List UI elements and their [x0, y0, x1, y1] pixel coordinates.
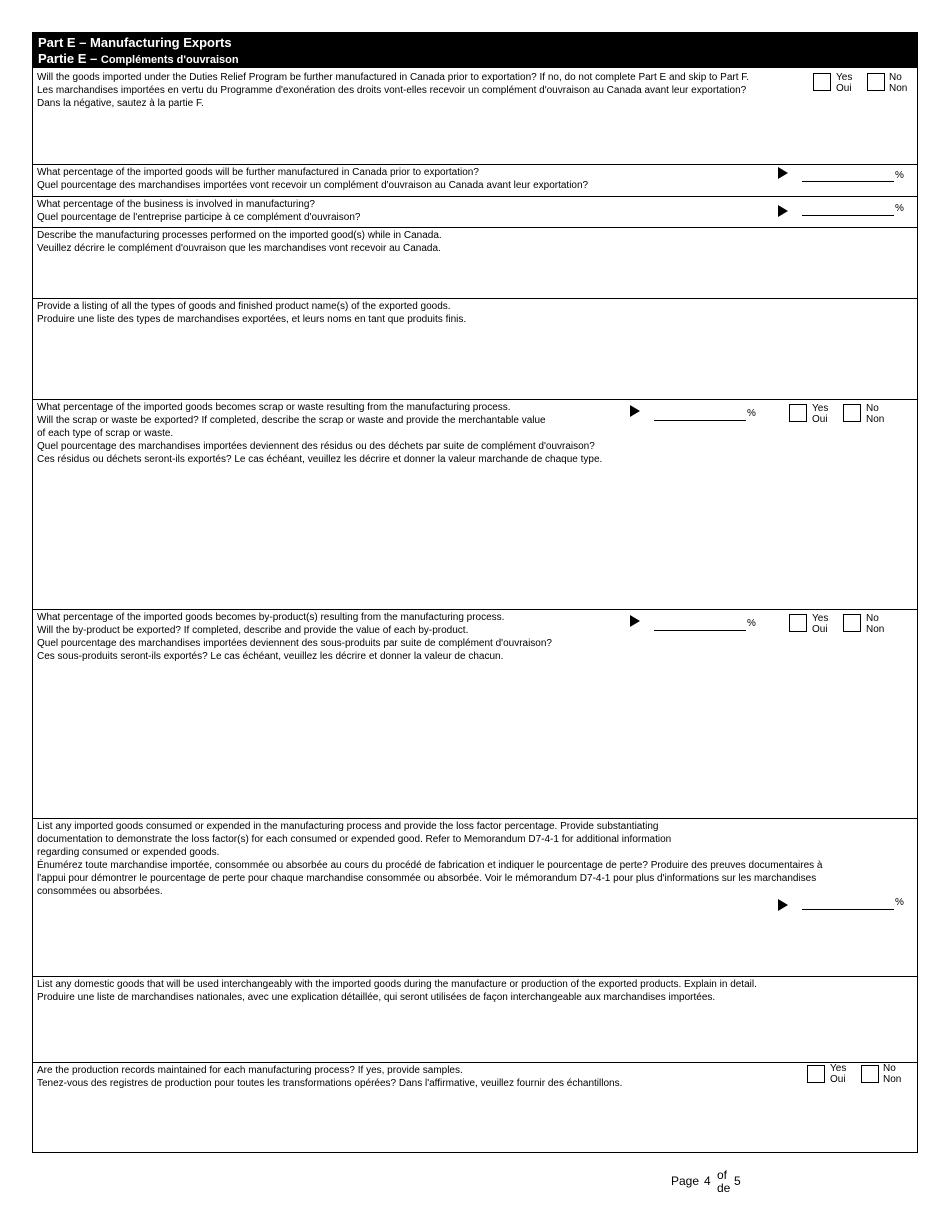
question-percentage-manufactured: [33, 164, 917, 196]
percent-sign: %: [895, 203, 904, 214]
yes-checkbox[interactable]: [789, 614, 807, 632]
question-text: Will the goods imported under the Duties Relief Program be further manufactured in Canada prior to exportation? If no, do not complete Part E and skip to Part F. Les marchandises importées en vertu du Programme d'exonération des droits vont-elles recevoir un complément d'ouvraison au Canada avant leur exportation? Dans la négative, sautez à la partie F.: [37, 72, 750, 109]
percent-sign: %: [895, 897, 904, 908]
percentage-input[interactable]: [802, 169, 894, 182]
question-by-product: [33, 609, 917, 818]
arrow-icon: [778, 205, 788, 217]
percent-sign: %: [747, 408, 756, 419]
percentage-input[interactable]: [654, 408, 746, 421]
arrow-icon: [778, 899, 788, 911]
part-e-form: [32, 32, 918, 1153]
question-text: Describe the manufacturing processes performed on the imported good(s) while in Canada. Veuillez décrire le complément d'ouvraison que les marchandises vont recevoir au Canada.: [37, 230, 442, 254]
of-label: of: [717, 1168, 728, 1182]
question-text: Provide a listing of all the types of goods and finished product name(s) of the exported goods. Produire une liste des types de marchandises exportées, et leurs noms en tant que produits finis.: [37, 301, 467, 325]
arrow-icon: [778, 167, 788, 179]
header-title-en: Part E – Manufacturing Exports: [38, 35, 232, 50]
no-label: No Non: [883, 1063, 902, 1085]
percentage-input[interactable]: [654, 618, 746, 631]
de-label: de: [717, 1181, 731, 1195]
arrow-icon: [630, 405, 640, 417]
question-consumed-goods: [33, 818, 917, 976]
question-further-manufactured: [33, 68, 917, 164]
yes-label: Yes Oui: [836, 72, 853, 94]
no-checkbox[interactable]: [861, 1065, 879, 1083]
yes-label: Yes Oui: [812, 613, 829, 635]
no-checkbox[interactable]: [843, 614, 861, 632]
question-domestic-goods: [33, 976, 917, 1062]
question-business-percentage: [33, 196, 917, 227]
no-label: No Non: [866, 403, 885, 425]
section-header: [33, 33, 917, 68]
percentage-input[interactable]: [802, 203, 894, 216]
question-text: List any imported goods consumed or expended in the manufacturing process and provide the loss factor percentage. Provide substantiating documentation to demonstrate the loss factor(s) for each consumed or expended good. Refer to Memorandum D7-4-1 for additional information regarding consumed or expended goods. Énumérez toute marchandise importée, consommée ou absorbée au cours du procédé de fabrication et indiquer le pourcentage de perte? Produire des preuves documentaires à l'appui pour démontrer le pourcentage de perte pour chaque marchandise consommée ou absorbée. Voir le mémorandum D7-4-1 pour plus d'informations sur les marchandises consommées ou absorbées.: [37, 821, 823, 897]
question-list-goods: [33, 298, 917, 399]
page-footer: [671, 1169, 761, 1199]
percentage-input[interactable]: [802, 897, 894, 910]
no-checkbox[interactable]: [843, 404, 861, 422]
percent-sign: %: [895, 170, 904, 181]
page-label: Page: [671, 1174, 700, 1188]
page-number: 4: [704, 1174, 711, 1188]
question-text: What percentage of the imported goods becomes by-product(s) resulting from the manufacturing process. Will the by-product be exported? If completed, describe and provide the value of each by-product. Quel pourcentage des marchandises importées deviennent des sous-produits par suite de complément d'ouvraison? Ces sous-produits seront-ils exportés? Le cas échéant, veuillez les décrire et donner la valeur de chacun.: [37, 612, 552, 662]
question-text: What percentage of the imported goods becomes scrap or waste resulting from the manufacturing process. Will the scrap or waste be exported? If completed, describe the scrap or waste and provide the merchantable value of each type of scrap or waste. Quel pourcentage des marchandises importées deviennent des résidus ou des déchets par suite de complément d'ouvraison? Ces résidus ou déchets seront-ils exportés? Le cas échéant, veuillez les décrire et donner la valeur marchande de chaque type.: [37, 402, 603, 465]
yes-label: Yes Oui: [812, 403, 829, 425]
yes-checkbox[interactable]: [789, 404, 807, 422]
no-label: No Non: [866, 613, 885, 635]
percent-sign: %: [747, 618, 756, 629]
question-text: What percentage of the business is involved in manufacturing? Quel pourcentage de l'entreprise participe à ce complément d'ouvraison?: [37, 199, 361, 223]
question-scrap-waste: [33, 399, 917, 609]
yes-checkbox[interactable]: [813, 73, 831, 91]
question-text: What percentage of the imported goods will be further manufactured in Canada prior to exportation? Quel pourcentage des marchandises importées vont recevoir un complément d'ouvraison au Canada avant leur exportation?: [37, 167, 589, 191]
question-describe-processes: [33, 227, 917, 298]
no-label: No Non: [889, 72, 908, 94]
question-production-records: [33, 1062, 917, 1152]
page-total: 5: [734, 1174, 741, 1188]
no-checkbox[interactable]: [867, 73, 885, 91]
header-title-fr: Partie E – Compléments d'ouvraison: [38, 51, 239, 66]
question-text: List any domestic goods that will be used interchangeably with the imported goods during the manufacture or production of the exported products. Explain in detail. Produire une liste de marchandises nationales, avec une explication détaillée, qui seront utilisées de façon interchangeable aux marchandises importées.: [37, 979, 757, 1003]
question-text: Are the production records maintained for each manufacturing process? If yes, provide samples. Tenez-vous des registres de production pour toutes les transformations opérées? Dans l'affirmative, veuillez fournir des échantillons.: [37, 1065, 623, 1089]
yes-checkbox[interactable]: [807, 1065, 825, 1083]
arrow-icon: [630, 615, 640, 627]
yes-label: Yes Oui: [830, 1063, 847, 1085]
